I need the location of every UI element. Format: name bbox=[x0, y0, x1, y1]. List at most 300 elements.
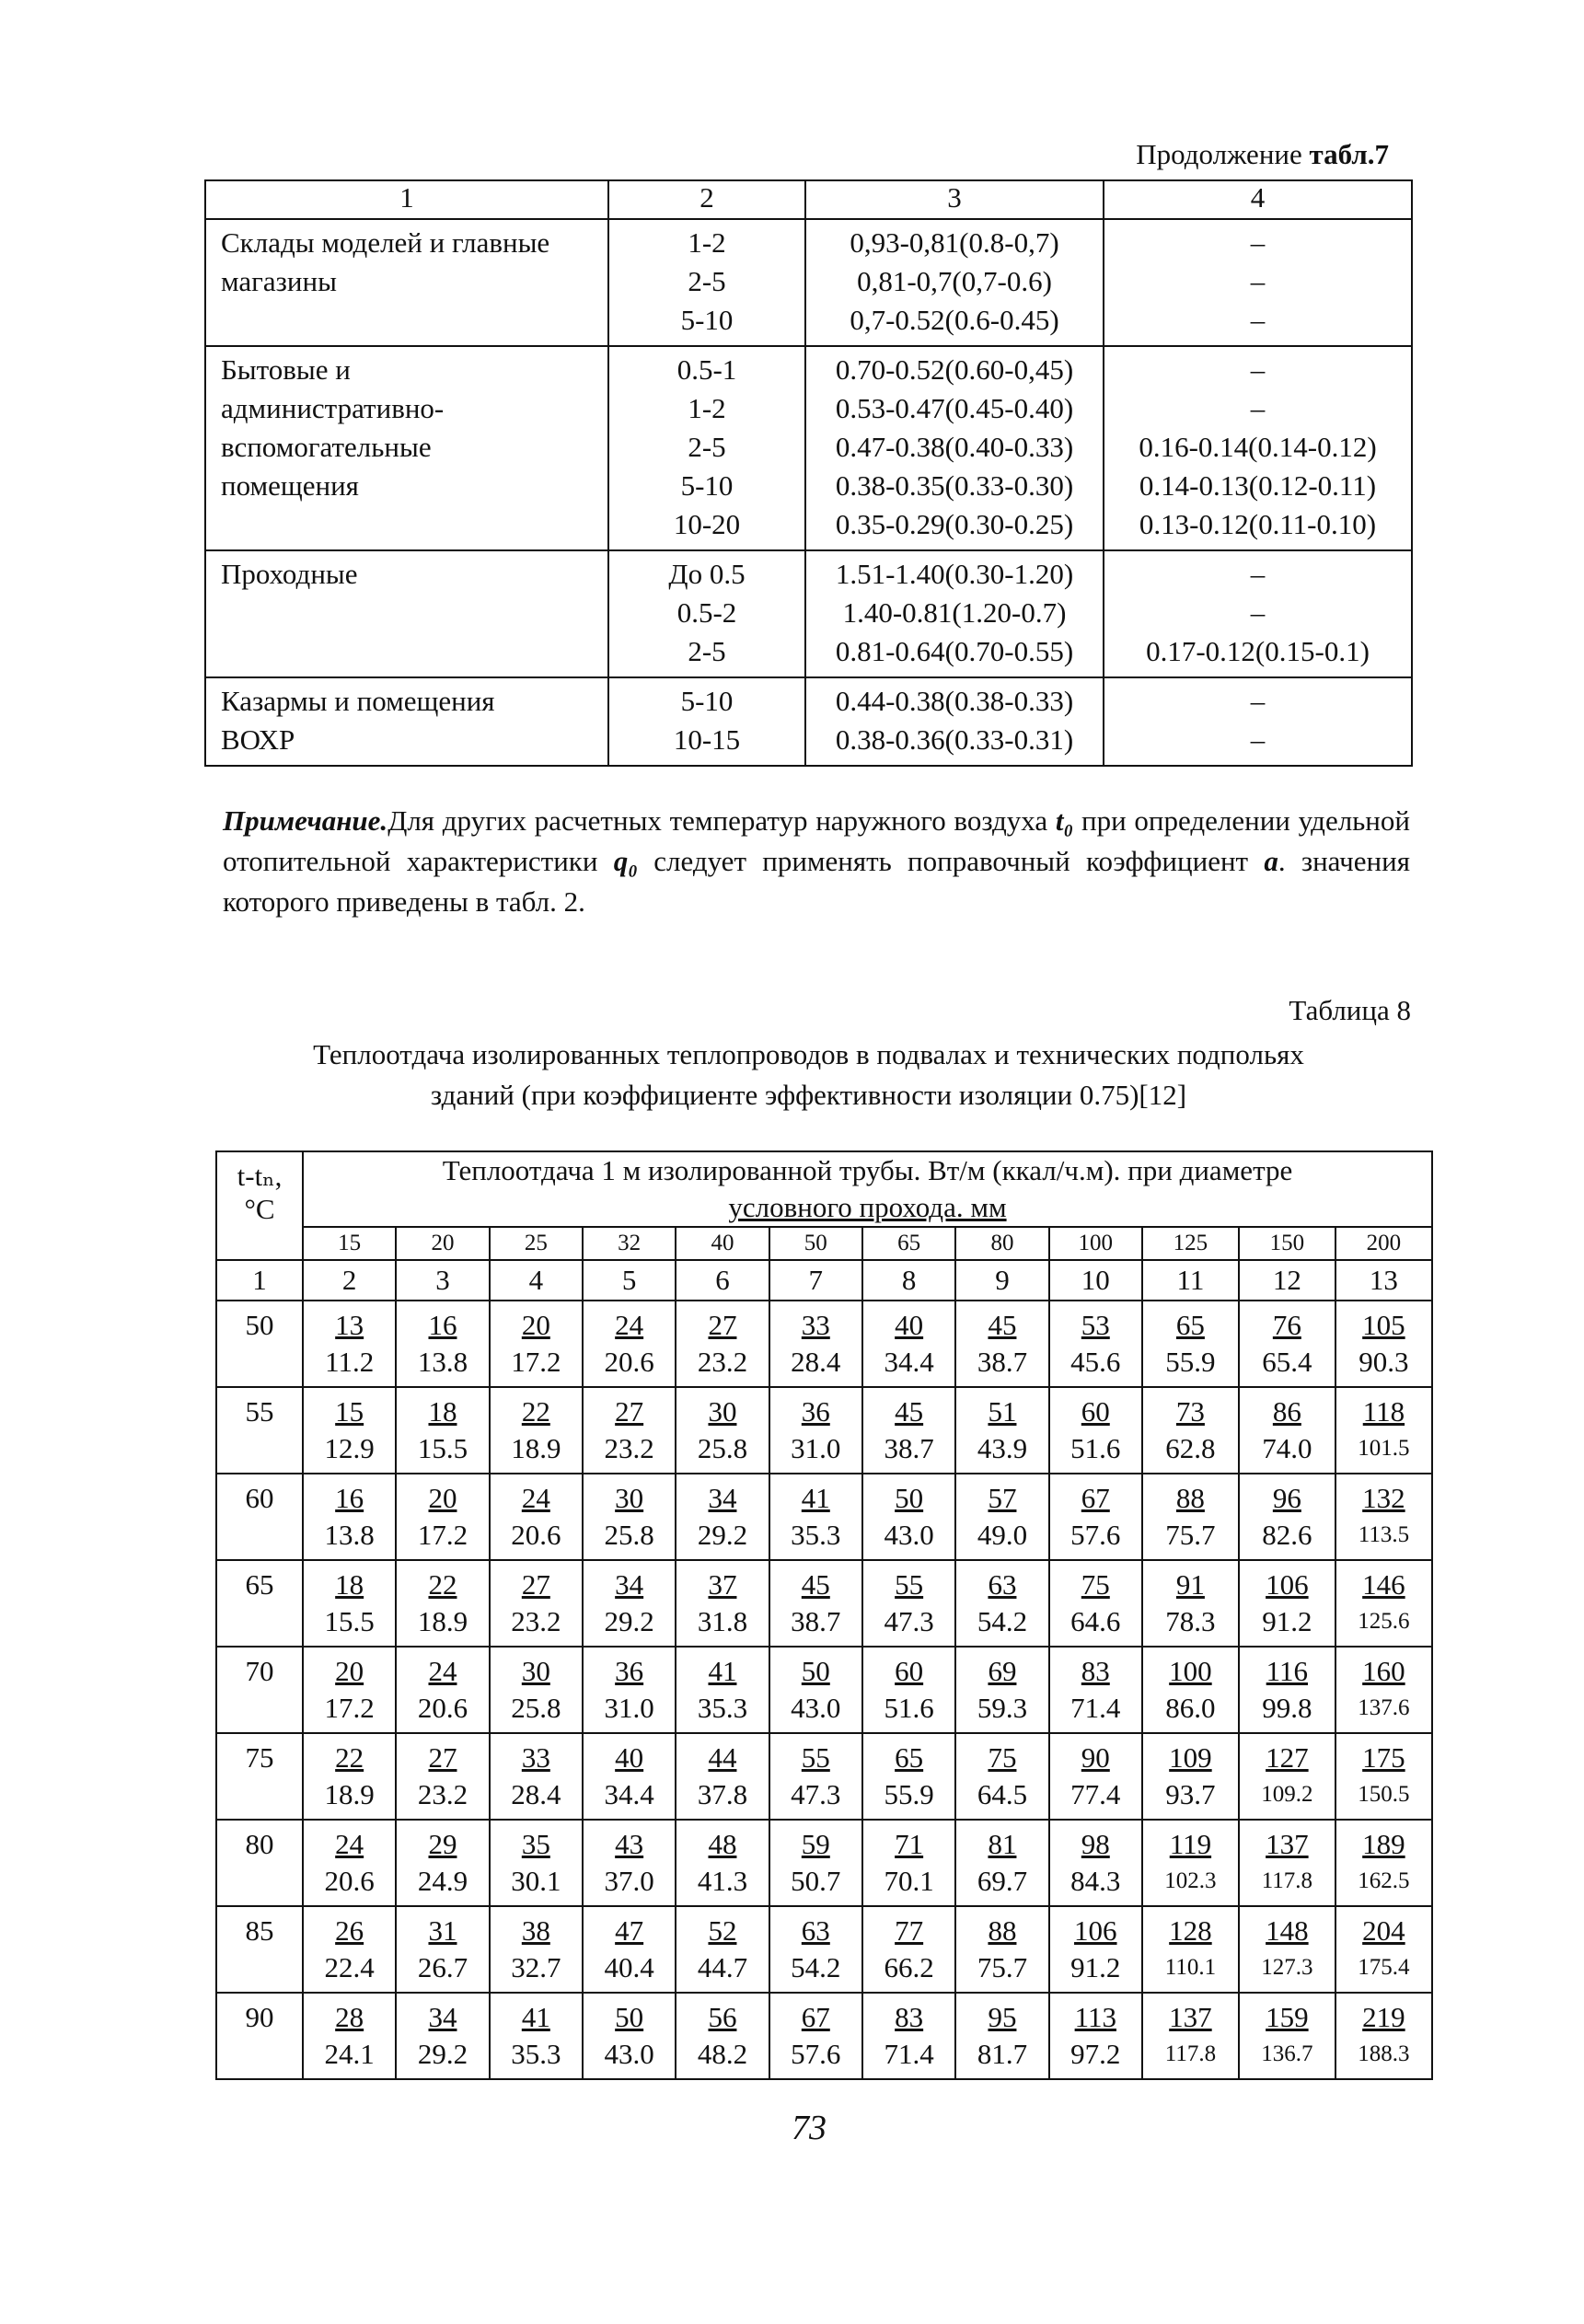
watts-value: 67 bbox=[801, 2001, 830, 2033]
table-7-cell-line: 0.5-2 bbox=[676, 596, 737, 629]
temperature-cell: 55 bbox=[216, 1387, 303, 1474]
heat-transfer-cell bbox=[303, 1820, 396, 1906]
column-number-cell: 11 bbox=[1142, 1260, 1239, 1301]
watts-value: 146 bbox=[1362, 1568, 1405, 1601]
watts-value: 53 bbox=[1081, 1309, 1110, 1341]
kcal-value: 12.9 bbox=[324, 1432, 375, 1464]
kcal-value: 29.2 bbox=[417, 2038, 468, 2070]
watts-value: 45 bbox=[801, 1568, 830, 1601]
table-7-header-cell: 3 bbox=[805, 180, 1104, 219]
table-7-cell-line: – bbox=[1250, 353, 1266, 386]
heat-transfer-cell bbox=[862, 1301, 955, 1387]
kcal-value: 13.8 bbox=[417, 1346, 468, 1378]
heat-transfer-cell bbox=[1142, 1993, 1239, 2079]
table-7-header-cell: 1 bbox=[205, 180, 608, 219]
table-7-cell-line: – bbox=[1250, 392, 1266, 424]
watts-value: 51 bbox=[988, 1395, 1017, 1428]
watts-value: 34 bbox=[708, 1482, 737, 1514]
temperature-cell: 85 bbox=[216, 1906, 303, 1993]
table-7-cell-line: 0.38-0.36(0.33-0.31) bbox=[835, 723, 1074, 756]
table-7-cell-line: ВОХР bbox=[221, 723, 295, 756]
kcal-value: 91.2 bbox=[1070, 1951, 1121, 1983]
kcal-value: 162.5 bbox=[1358, 1868, 1410, 1893]
heat-transfer-cell bbox=[1049, 1387, 1142, 1474]
heat-transfer-cell bbox=[676, 1733, 769, 1820]
note-text: . значения которого приведены в табл. 2. bbox=[223, 845, 1410, 918]
diameter-cell: 200 bbox=[1335, 1227, 1432, 1260]
kcal-value: 23.2 bbox=[511, 1605, 561, 1637]
table-7-cell-line: – bbox=[1250, 265, 1266, 297]
table-7-cell-line: 5-10 bbox=[680, 469, 734, 502]
note-text: следует применять поправочный коэффициент bbox=[638, 845, 1265, 877]
heat-transfer-cell bbox=[1335, 1387, 1432, 1474]
kcal-value: 71.4 bbox=[1070, 1692, 1121, 1724]
heat-transfer-cell bbox=[583, 1906, 676, 1993]
column-number-cell: 5 bbox=[583, 1260, 676, 1301]
note-symbol: a bbox=[1264, 845, 1278, 877]
temperature-cell: 50 bbox=[216, 1301, 303, 1387]
watts-value: 36 bbox=[801, 1395, 830, 1428]
watts-value: 27 bbox=[521, 1568, 550, 1601]
kcal-value: 136.7 bbox=[1261, 2041, 1313, 2066]
table-7-cell-line: 0.44-0.38(0.38-0.33) bbox=[835, 685, 1074, 717]
kcal-value: 15.5 bbox=[417, 1432, 468, 1464]
kcal-value: 55.9 bbox=[1165, 1346, 1216, 1378]
kcal-value: 38.7 bbox=[977, 1346, 1028, 1378]
heat-transfer-cell bbox=[955, 1560, 1048, 1647]
watts-value: 20 bbox=[335, 1655, 364, 1687]
kcal-value: 43.0 bbox=[604, 2038, 654, 2070]
table-7-cell-line: 0.70-0.52(0.60-0,45) bbox=[835, 353, 1074, 386]
table-7-cell-line: 1-2 bbox=[688, 392, 726, 424]
diameter-cell: 125 bbox=[1142, 1227, 1239, 1260]
kcal-value: 66.2 bbox=[884, 1951, 934, 1983]
table-8-row bbox=[216, 1906, 1432, 1993]
kcal-value: 84.3 bbox=[1070, 1865, 1121, 1897]
heat-transfer-cell bbox=[1239, 1993, 1335, 2079]
heat-transfer-cell bbox=[303, 1560, 396, 1647]
heat-transfer-cell bbox=[1142, 1301, 1239, 1387]
table-7-cell-line: 1.51-1.40(0.30-1.20) bbox=[835, 558, 1074, 590]
heat-transfer-cell bbox=[1049, 1647, 1142, 1733]
kcal-value: 13.8 bbox=[324, 1519, 375, 1551]
kcal-value: 188.3 bbox=[1358, 2041, 1410, 2066]
kcal-value: 20.6 bbox=[511, 1519, 561, 1551]
heat-transfer-header-line: Теплоотдача 1 м изолированной трубы. Вт/м (ккал/ч.м). при диаметре bbox=[442, 1154, 1293, 1186]
kcal-value: 54.2 bbox=[977, 1605, 1028, 1637]
diameter-cell: 50 bbox=[769, 1227, 862, 1260]
note-text: Для других расчетных температур наружного воздуха bbox=[387, 804, 1056, 837]
column-number-cell: 10 bbox=[1049, 1260, 1142, 1301]
watts-value: 63 bbox=[801, 1914, 830, 1947]
heat-transfer-cell bbox=[862, 1820, 955, 1906]
watts-value: 22 bbox=[428, 1568, 457, 1601]
table-7-cell-line: 0.17-0.12(0.15-0.1) bbox=[1146, 635, 1370, 667]
table-7-row bbox=[205, 677, 1412, 766]
kcal-value: 23.2 bbox=[417, 1778, 468, 1810]
watts-value: 127 bbox=[1266, 1741, 1309, 1774]
heat-transfer-cell bbox=[490, 1733, 583, 1820]
kcal-value: 38.7 bbox=[884, 1432, 934, 1464]
heat-transfer-cell bbox=[1142, 1474, 1239, 1560]
table-7-cell bbox=[205, 550, 608, 677]
table-7-row bbox=[205, 346, 1412, 550]
kcal-value: 20.6 bbox=[324, 1865, 375, 1897]
table-7-cell-line: 0,93-0,81(0.8-0,7) bbox=[850, 226, 1059, 259]
kcal-value: 69.7 bbox=[977, 1865, 1028, 1897]
watts-value: 96 bbox=[1272, 1482, 1301, 1514]
table-7-cell bbox=[205, 219, 608, 346]
continuation-prefix: Продолжение bbox=[1136, 138, 1310, 170]
watts-value: 47 bbox=[615, 1914, 644, 1947]
heat-transfer-cell bbox=[955, 1993, 1048, 2079]
diameter-cell: 15 bbox=[303, 1227, 396, 1260]
watts-value: 219 bbox=[1362, 2001, 1405, 2033]
watts-value: 132 bbox=[1362, 1482, 1405, 1514]
heat-transfer-cell bbox=[676, 1560, 769, 1647]
diameter-cell: 32 bbox=[583, 1227, 676, 1260]
watts-value: 56 bbox=[708, 2001, 737, 2033]
heat-transfer-header bbox=[303, 1151, 1432, 1227]
temperature-header-line: t-tₙ, bbox=[237, 1160, 283, 1192]
temperature-header-line: °С bbox=[244, 1193, 275, 1225]
table-7-cell-line: 0.35-0.29(0.30-0.25) bbox=[835, 508, 1074, 540]
table-7-cell-line: 2-5 bbox=[688, 265, 726, 297]
watts-value: 75 bbox=[1081, 1568, 1110, 1601]
kcal-value: 91.2 bbox=[1262, 1605, 1312, 1637]
watts-value: 81 bbox=[988, 1828, 1017, 1860]
watts-value: 113 bbox=[1074, 2001, 1116, 2033]
kcal-value: 65.4 bbox=[1262, 1346, 1312, 1378]
table-7-cell bbox=[805, 550, 1104, 677]
heat-transfer-cell bbox=[676, 1647, 769, 1733]
watts-value: 91 bbox=[1175, 1568, 1205, 1601]
table-7-cell-line: 0.13-0.12(0.11-0.10) bbox=[1139, 508, 1377, 540]
watts-value: 29 bbox=[428, 1828, 457, 1860]
heat-transfer-cell bbox=[1335, 1993, 1432, 2079]
heat-transfer-cell bbox=[396, 1474, 489, 1560]
table-7-body bbox=[205, 219, 1412, 766]
watts-value: 24 bbox=[428, 1655, 457, 1687]
kcal-value: 55.9 bbox=[884, 1778, 934, 1810]
watts-value: 77 bbox=[895, 1914, 924, 1947]
heat-transfer-cell bbox=[955, 1647, 1048, 1733]
kcal-value: 43.9 bbox=[977, 1432, 1028, 1464]
heat-transfer-cell bbox=[396, 1733, 489, 1820]
heat-transfer-cell bbox=[303, 1993, 396, 2079]
kcal-value: 77.4 bbox=[1070, 1778, 1121, 1810]
kcal-value: 51.6 bbox=[884, 1692, 934, 1724]
kcal-value: 150.5 bbox=[1358, 1782, 1410, 1807]
table-8-row bbox=[216, 1387, 1432, 1474]
watts-value: 148 bbox=[1266, 1914, 1309, 1947]
watts-value: 100 bbox=[1169, 1655, 1212, 1687]
table-7-cell bbox=[608, 677, 805, 766]
kcal-value: 24.9 bbox=[417, 1865, 468, 1897]
continuation-table-ref: табл.7 bbox=[1309, 138, 1389, 170]
heat-transfer-cell bbox=[490, 1647, 583, 1733]
table-8-label: Таблица 8 bbox=[1289, 994, 1411, 1026]
table-7-cell-line: 0.47-0.38(0.40-0.33) bbox=[835, 431, 1074, 463]
watts-value: 83 bbox=[895, 2001, 924, 2033]
column-number-cell: 2 bbox=[303, 1260, 396, 1301]
heat-transfer-cell bbox=[955, 1906, 1048, 1993]
column-number-row bbox=[216, 1260, 1432, 1301]
watts-value: 67 bbox=[1081, 1482, 1110, 1514]
watts-value: 50 bbox=[615, 2001, 644, 2033]
table-8 bbox=[215, 1150, 1433, 2080]
table-8-header-row bbox=[216, 1151, 1432, 1227]
watts-value: 41 bbox=[708, 1655, 737, 1687]
watts-value: 137 bbox=[1169, 2001, 1212, 2033]
page-number: 73 bbox=[792, 2109, 827, 2147]
heat-transfer-cell bbox=[583, 1733, 676, 1820]
table-8-row bbox=[216, 1301, 1432, 1387]
heat-transfer-cell bbox=[1142, 1387, 1239, 1474]
kcal-value: 17.2 bbox=[324, 1692, 375, 1724]
table-7-cell-line: вспомогательные bbox=[221, 431, 432, 463]
table-7-cell-line: 0.14-0.13(0.12-0.11) bbox=[1139, 469, 1377, 502]
heat-transfer-cell bbox=[583, 1474, 676, 1560]
heat-transfer-cell bbox=[490, 1301, 583, 1387]
table-8-row bbox=[216, 1820, 1432, 1906]
heat-transfer-cell bbox=[1335, 1474, 1432, 1560]
kcal-value: 62.8 bbox=[1165, 1432, 1216, 1464]
heat-transfer-cell bbox=[1335, 1733, 1432, 1820]
heat-transfer-cell bbox=[769, 1301, 862, 1387]
temperature-cell: 70 bbox=[216, 1647, 303, 1733]
kcal-value: 25.8 bbox=[511, 1692, 561, 1724]
heat-transfer-cell bbox=[769, 1474, 862, 1560]
heat-transfer-cell bbox=[862, 1993, 955, 2079]
heat-transfer-cell bbox=[583, 1301, 676, 1387]
watts-value: 40 bbox=[615, 1741, 644, 1774]
table-7-cell-line: 0.53-0.47(0.45-0.40) bbox=[835, 392, 1074, 424]
table-7-row bbox=[205, 219, 1412, 346]
watts-value: 76 bbox=[1272, 1309, 1301, 1341]
kcal-value: 43.0 bbox=[884, 1519, 934, 1551]
caption-line: Теплоотдача изолированных теплопроводов в подвалах и технических подпольях bbox=[313, 1038, 1304, 1070]
watts-value: 22 bbox=[521, 1395, 550, 1428]
kcal-value: 35.3 bbox=[511, 2038, 561, 2070]
watts-value: 65 bbox=[1175, 1309, 1205, 1341]
heat-transfer-cell bbox=[490, 1474, 583, 1560]
watts-value: 63 bbox=[988, 1568, 1017, 1601]
kcal-value: 41.3 bbox=[697, 1865, 748, 1897]
watts-value: 98 bbox=[1081, 1828, 1110, 1860]
table-7-cell-line: 5-10 bbox=[680, 685, 734, 717]
kcal-value: 75.7 bbox=[1165, 1519, 1216, 1551]
heat-transfer-cell bbox=[955, 1387, 1048, 1474]
heat-transfer-cell bbox=[1049, 1993, 1142, 2079]
heat-transfer-cell bbox=[955, 1733, 1048, 1820]
table-7-cell bbox=[1104, 677, 1412, 766]
kcal-value: 45.6 bbox=[1070, 1346, 1121, 1378]
heat-transfer-cell bbox=[490, 1560, 583, 1647]
watts-value: 159 bbox=[1266, 2001, 1309, 2033]
heat-transfer-cell bbox=[396, 1647, 489, 1733]
kcal-value: 117.8 bbox=[1261, 1868, 1313, 1893]
table-7-cell-line: – bbox=[1250, 596, 1266, 629]
table-7-row bbox=[205, 550, 1412, 677]
table-7-header-row bbox=[205, 180, 1412, 219]
table-7-cell bbox=[608, 550, 805, 677]
table-7 bbox=[204, 179, 1413, 767]
watts-value: 50 bbox=[801, 1655, 830, 1687]
kcal-value: 51.6 bbox=[1070, 1432, 1121, 1464]
watts-value: 52 bbox=[708, 1914, 737, 1947]
kcal-value: 101.5 bbox=[1358, 1436, 1410, 1461]
heat-transfer-cell bbox=[396, 1906, 489, 1993]
kcal-value: 48.2 bbox=[697, 2038, 748, 2070]
note-symbol: q₀ bbox=[613, 845, 638, 877]
kcal-value: 32.7 bbox=[511, 1951, 561, 1983]
watts-value: 75 bbox=[988, 1741, 1017, 1774]
diameter-cell: 40 bbox=[676, 1227, 769, 1260]
kcal-value: 18.9 bbox=[417, 1605, 468, 1637]
watts-value: 189 bbox=[1362, 1828, 1405, 1860]
watts-value: 69 bbox=[988, 1655, 1017, 1687]
watts-value: 57 bbox=[988, 1482, 1017, 1514]
heat-transfer-cell bbox=[1142, 1906, 1239, 1993]
table-7-note bbox=[223, 801, 1410, 922]
heat-transfer-header-line: условного прохода. мм bbox=[728, 1191, 1007, 1223]
watts-value: 119 bbox=[1169, 1828, 1212, 1860]
table-7-cell-line: До 0.5 bbox=[668, 558, 746, 590]
kcal-value: 99.8 bbox=[1262, 1692, 1312, 1724]
heat-transfer-cell bbox=[303, 1474, 396, 1560]
kcal-value: 29.2 bbox=[604, 1605, 654, 1637]
table-7-header-cell: 2 bbox=[608, 180, 805, 219]
watts-value: 24 bbox=[521, 1482, 550, 1514]
watts-value: 20 bbox=[521, 1309, 550, 1341]
watts-value: 30 bbox=[615, 1482, 644, 1514]
table-8-row bbox=[216, 1560, 1432, 1647]
temperature-cell: 60 bbox=[216, 1474, 303, 1560]
watts-value: 30 bbox=[708, 1395, 737, 1428]
watts-value: 109 bbox=[1169, 1741, 1212, 1774]
kcal-value: 35.3 bbox=[697, 1692, 748, 1724]
watts-value: 95 bbox=[988, 2001, 1017, 2033]
heat-transfer-cell bbox=[1049, 1560, 1142, 1647]
watts-value: 71 bbox=[895, 1828, 924, 1860]
note-label: Примечание. bbox=[223, 804, 388, 837]
table-8-row bbox=[216, 1733, 1432, 1820]
watts-value: 106 bbox=[1074, 1914, 1117, 1947]
watts-value: 33 bbox=[521, 1741, 550, 1774]
heat-transfer-cell bbox=[1142, 1733, 1239, 1820]
kcal-value: 18.9 bbox=[324, 1778, 375, 1810]
kcal-value: 25.8 bbox=[697, 1432, 748, 1464]
table-7-cell bbox=[1104, 219, 1412, 346]
table-7-cell-line: – bbox=[1250, 723, 1266, 756]
watts-value: 48 bbox=[708, 1828, 737, 1860]
column-number-cell: 7 bbox=[769, 1260, 862, 1301]
kcal-value: 64.6 bbox=[1070, 1605, 1121, 1637]
kcal-value: 175.4 bbox=[1358, 1955, 1410, 1980]
table-7-cell-line: 5-10 bbox=[680, 304, 734, 336]
heat-transfer-cell bbox=[862, 1906, 955, 1993]
kcal-value: 97.2 bbox=[1070, 2038, 1121, 2070]
heat-transfer-cell bbox=[1239, 1733, 1335, 1820]
watts-value: 20 bbox=[428, 1482, 457, 1514]
heat-transfer-cell bbox=[490, 1906, 583, 1993]
table-7-cell bbox=[608, 346, 805, 550]
kcal-value: 64.5 bbox=[977, 1778, 1028, 1810]
heat-transfer-cell bbox=[396, 1820, 489, 1906]
heat-transfer-cell bbox=[1335, 1301, 1432, 1387]
watts-value: 204 bbox=[1362, 1914, 1405, 1947]
diameter-cell: 150 bbox=[1239, 1227, 1335, 1260]
temperature-cell: 80 bbox=[216, 1820, 303, 1906]
watts-value: 55 bbox=[801, 1741, 830, 1774]
kcal-value: 54.2 bbox=[791, 1951, 841, 1983]
heat-transfer-cell bbox=[303, 1733, 396, 1820]
watts-value: 22 bbox=[335, 1741, 364, 1774]
heat-transfer-cell bbox=[490, 1993, 583, 2079]
kcal-value: 117.8 bbox=[1164, 2041, 1217, 2066]
kcal-value: 25.8 bbox=[604, 1519, 654, 1551]
table-7-cell bbox=[805, 346, 1104, 550]
watts-value: 31 bbox=[428, 1914, 457, 1947]
table-7-cell bbox=[205, 677, 608, 766]
watts-value: 59 bbox=[801, 1828, 830, 1860]
kcal-value: 71.4 bbox=[884, 2038, 934, 2070]
table-7-cell-line: 10-15 bbox=[673, 723, 741, 756]
table-7-cell-line: административно- bbox=[221, 392, 445, 424]
table-8-caption bbox=[204, 1035, 1413, 1116]
table-7-cell-line: 0.5-1 bbox=[676, 353, 737, 386]
kcal-value: 34.4 bbox=[604, 1778, 654, 1810]
watts-value: 86 bbox=[1272, 1395, 1301, 1428]
heat-transfer-cell bbox=[862, 1387, 955, 1474]
watts-value: 175 bbox=[1362, 1741, 1405, 1774]
watts-value: 15 bbox=[335, 1395, 364, 1428]
kcal-value: 22.4 bbox=[324, 1951, 375, 1983]
table-7-cell-line: 0.38-0.35(0.33-0.30) bbox=[835, 469, 1074, 502]
kcal-value: 23.2 bbox=[697, 1346, 748, 1378]
kcal-value: 34.4 bbox=[884, 1346, 934, 1378]
heat-transfer-cell bbox=[676, 1906, 769, 1993]
continuation-heading bbox=[1136, 138, 1389, 171]
temperature-cell: 75 bbox=[216, 1733, 303, 1820]
kcal-value: 47.3 bbox=[791, 1778, 841, 1810]
kcal-value: 70.1 bbox=[884, 1865, 934, 1897]
heat-transfer-cell bbox=[676, 1301, 769, 1387]
table-7-header-cell: 4 bbox=[1104, 180, 1412, 219]
column-number-cell: 1 bbox=[216, 1260, 303, 1301]
heat-transfer-cell bbox=[955, 1301, 1048, 1387]
kcal-value: 86.0 bbox=[1165, 1692, 1216, 1724]
heat-transfer-cell bbox=[1049, 1733, 1142, 1820]
heat-transfer-cell bbox=[1335, 1560, 1432, 1647]
kcal-value: 44.7 bbox=[697, 1951, 748, 1983]
kcal-value: 30.1 bbox=[511, 1865, 561, 1897]
watts-value: 73 bbox=[1175, 1395, 1205, 1428]
kcal-value: 31.0 bbox=[604, 1692, 654, 1724]
kcal-value: 81.7 bbox=[977, 2038, 1028, 2070]
kcal-value: 35.3 bbox=[791, 1519, 841, 1551]
heat-transfer-cell bbox=[862, 1474, 955, 1560]
table-7-cell-line: Казармы и помещения bbox=[221, 685, 495, 717]
watts-value: 24 bbox=[615, 1309, 644, 1341]
watts-value: 16 bbox=[428, 1309, 457, 1341]
kcal-value: 11.2 bbox=[325, 1346, 375, 1378]
heat-transfer-cell bbox=[676, 1474, 769, 1560]
watts-value: 26 bbox=[335, 1914, 364, 1947]
watts-value: 65 bbox=[895, 1741, 924, 1774]
heat-transfer-cell bbox=[1239, 1387, 1335, 1474]
